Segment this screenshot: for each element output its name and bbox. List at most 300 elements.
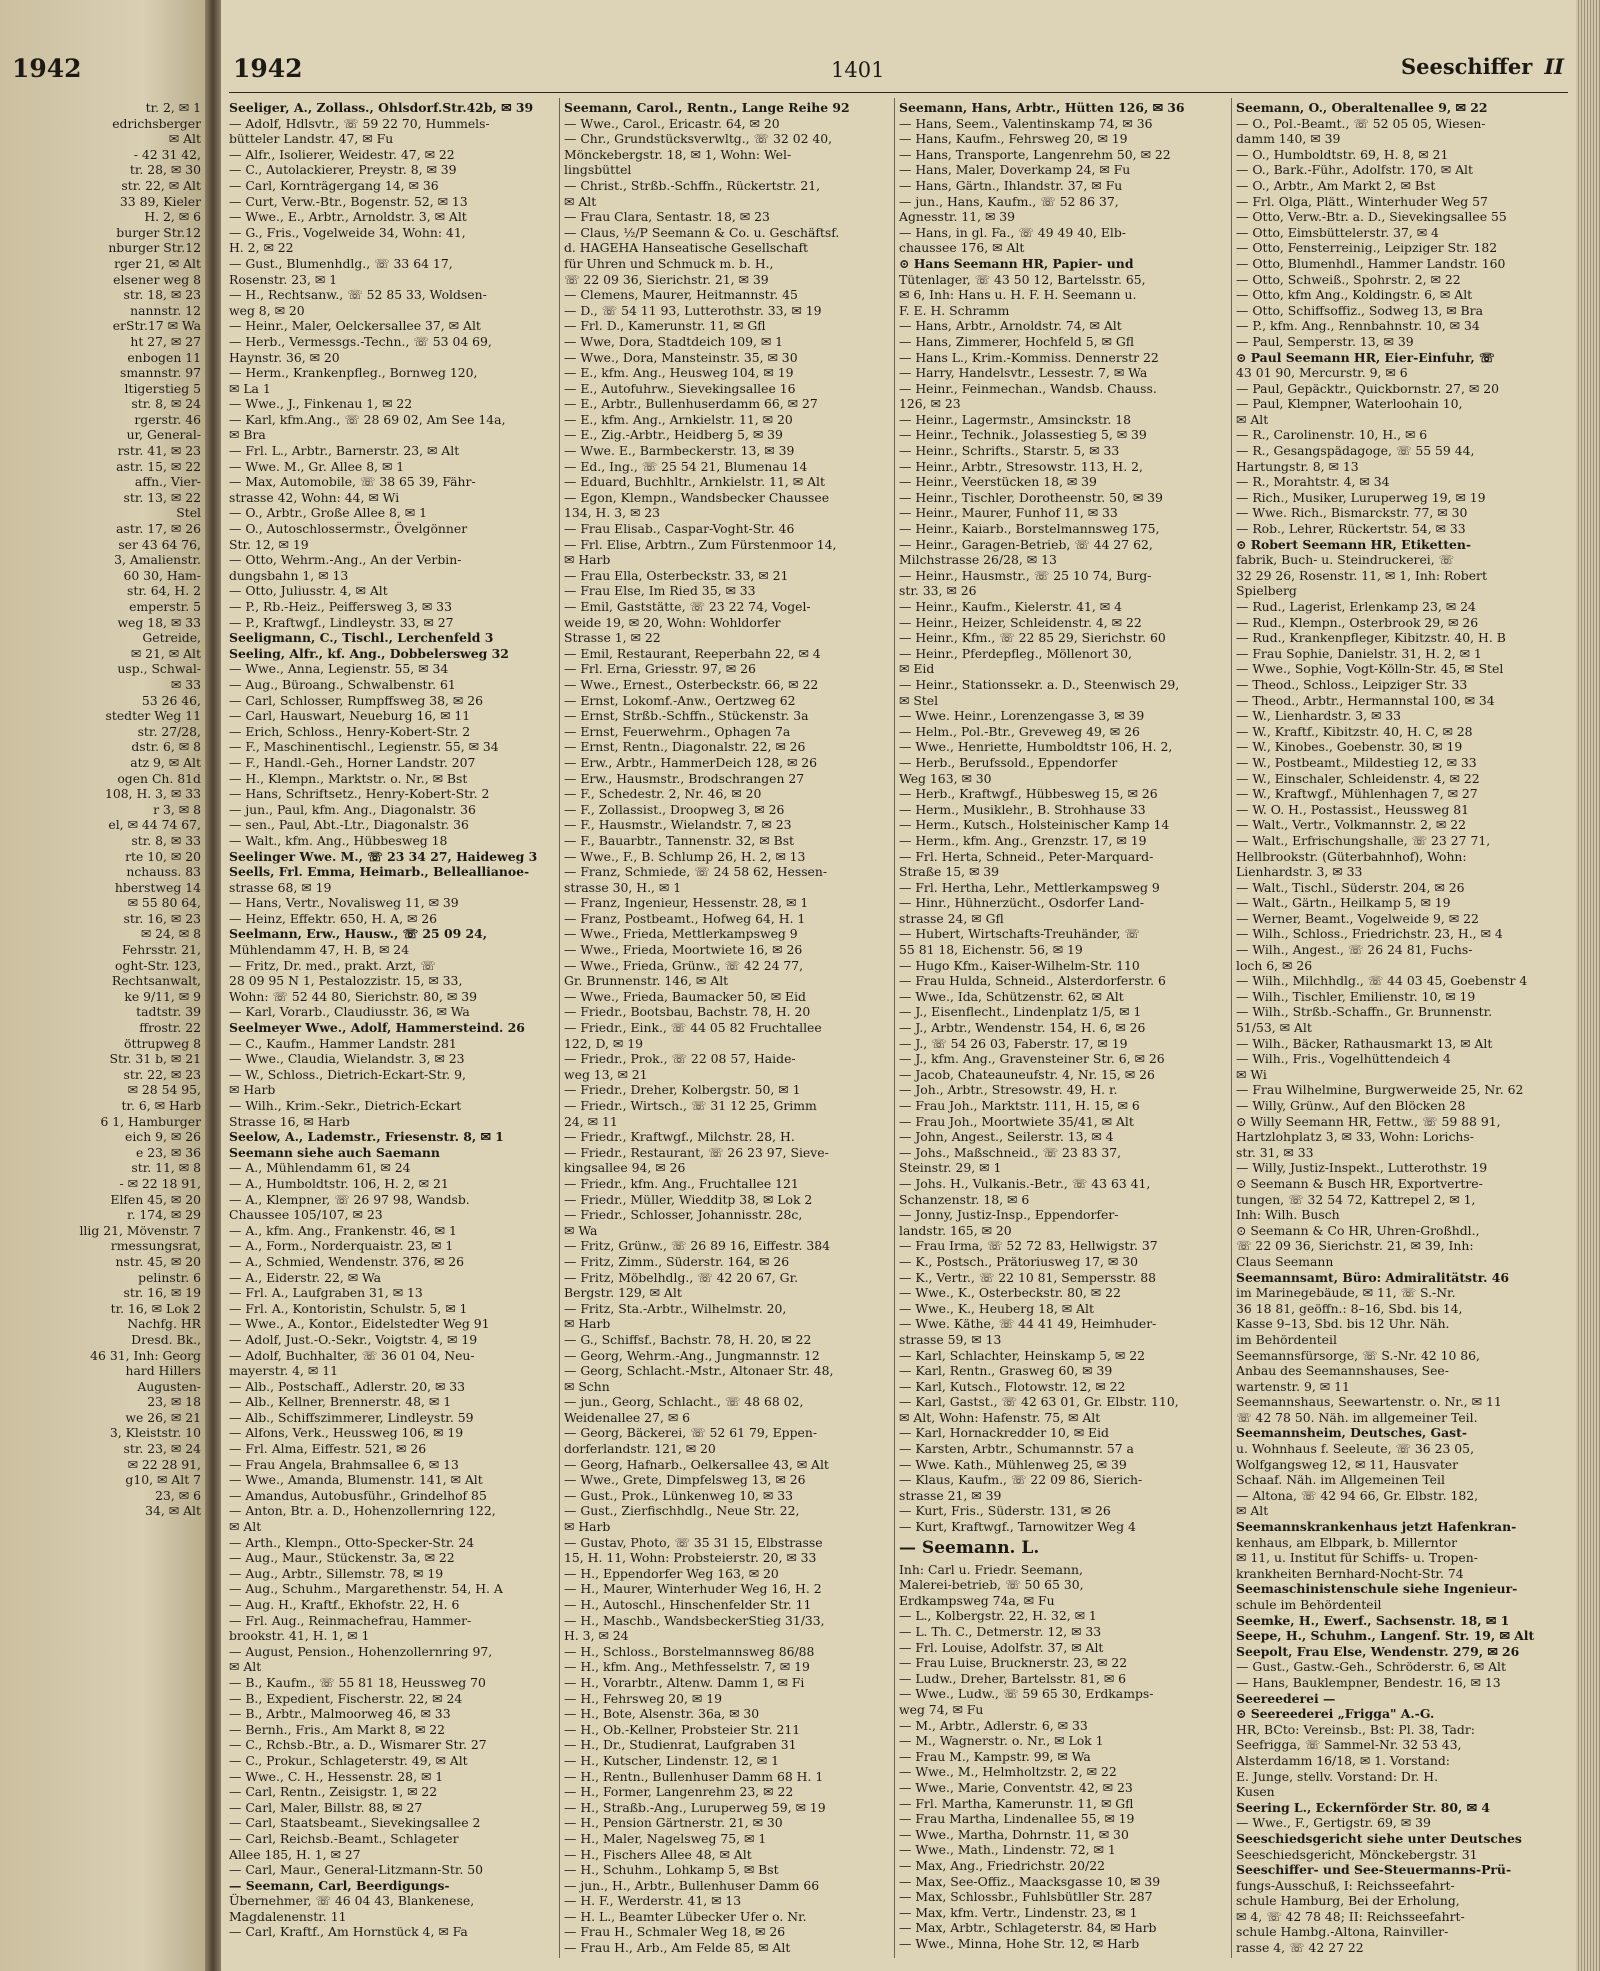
left-page-fragment: 33 89, Kieler: [119, 193, 201, 209]
directory-entry: — Alfons, Verk., Heussweg 106, ✉ 19: [229, 1425, 464, 1441]
directory-entry: — Rud., Lagerist, Erlenkamp 23, ✉ 24: [1236, 599, 1476, 614]
directory-entry: — Aug., Arbtr., Sillemstr. 78, ✉ 19: [229, 1565, 444, 1581]
directory-entry: — Friedr., Dreher, Kolbergstr. 50, ✉ 1: [564, 1082, 801, 1098]
directory-entry: — H., Maschb., WandsbeckerStieg 31/33,: [564, 1612, 825, 1628]
directory-entry: — A., Eiderstr. 22, ✉ Wa: [229, 1269, 382, 1285]
directory-entry: — Franz, Schmiede, ☏ 24 58 62, Hessen-: [564, 864, 828, 880]
directory-entry: — Hans, Transporte, Langenrehm 50, ✉ 22: [899, 146, 1171, 162]
directory-entry: — Hinr., Hühnerzücht., Osdorfer Land-: [899, 895, 1145, 911]
directory-entry: — Georg, Bäckerei, ☏ 52 61 79, Eppen-: [564, 1425, 818, 1441]
directory-entry: Alsterdamm 16/18, ✉ 1. Vorstand:: [1236, 1752, 1450, 1768]
directory-entry: Schaaf. Näh. im Allgemeinen Teil: [1236, 1472, 1445, 1488]
directory-entry: — Aug., Büroang., Schwalbenstr. 61: [229, 676, 456, 692]
directory-entry: Haynstr. 36, ✉ 20: [229, 349, 340, 365]
directory-entry: — jun., Paul, kfm. Ang., Diagonalstr. 36: [229, 801, 476, 817]
directory-entry: — Clemens, Maurer, Heitmannstr. 45: [564, 287, 798, 303]
directory-entry: Seemannsheim, Deutsches, Gast-: [1236, 1425, 1468, 1441]
directory-entry: — Max, Arbtr., Schlageterstr. 84, ✉ Harb: [899, 1920, 1157, 1936]
directory-entry: — H., Autoschl., Hinschenfelder Str. 11: [564, 1597, 812, 1612]
directory-entry: — W., Postbeamt., Mildestieg 12, ✉ 33: [1236, 754, 1477, 770]
directory-entry: — Ed., Ing., ☏ 25 54 21, Blumenau 14: [564, 458, 808, 474]
directory-entry: ✉ Alt: [229, 1519, 262, 1535]
directory-entry: — Frau Clara, Sentastr. 18, ✉ 23: [564, 209, 770, 225]
directory-entry: wartenstr. 9, ✉ 11: [1236, 1378, 1350, 1394]
left-page-fragment: 3, Amalienstr.: [114, 552, 201, 568]
directory-entry: — Joh., Arbtr., Stresowstr. 49, H. r.: [899, 1082, 1118, 1098]
left-page-fragment: e 23, ✉ 36: [135, 1144, 201, 1160]
directory-entry: ✉ Harb: [564, 552, 611, 568]
left-page-fragment: eich 9, ✉ 26: [124, 1129, 201, 1145]
directory-entry: — Frl. L., Arbtr., Barnerstr. 23, ✉ Alt: [229, 443, 460, 459]
directory-entry: Milchstrasse 26/28, ✉ 13: [899, 552, 1057, 568]
left-page-fragment: 23, ✉ 6: [155, 1487, 201, 1503]
left-page-fragment: 46 31, Inh: Georg: [90, 1347, 201, 1363]
left-page-fragment: 53 26 46,: [141, 692, 201, 708]
directory-entry: H. 2, ✉ 22: [229, 240, 294, 256]
directory-entry: — Wwe. Heinr., Lorenzengasse 3, ✉ 39: [899, 708, 1145, 724]
directory-entry: — Otto, kfm Ang., Koldingstr. 6, ✉ Alt: [1236, 287, 1473, 303]
directory-entry: loch 6, ✉ 26: [1236, 957, 1313, 973]
directory-entry: — Fritz, Möbelhdlg., ☏ 42 20 67, Gr.: [564, 1269, 799, 1285]
directory-entry: — Frl. Hertha, Lehr., Mettlerkampsweg 9: [899, 879, 1160, 895]
directory-entry: — W., Lienhardstr. 3, ✉ 33: [1236, 708, 1402, 724]
left-page-fragment: 6 1, Hamburger: [100, 1113, 201, 1129]
running-head-title: Seeschiffer: [1400, 54, 1533, 79]
directory-entry: Hellbrookstr. (Güterbahnhof), Wohn:: [1236, 848, 1467, 864]
directory-entry: — C., Prokur., Schlageterstr. 49, ✉ Alt: [229, 1752, 468, 1768]
directory-entry: — H., Maurer, Winterhuder Weg 16, H. 2: [564, 1581, 822, 1597]
directory-entry: — Otto, Schiffsoffiz., Sodweg 13, ✉ Bra: [1236, 302, 1483, 318]
directory-entry: — H., Bote, Alsenstr. 36a, ✉ 30: [564, 1706, 760, 1722]
left-page-fragment: ✉ 33: [170, 676, 201, 692]
directory-entry: — A., Mühlendamm 61, ✉ 24: [229, 1160, 411, 1176]
directory-entry: — Frl. D., Kamerunstr. 11, ✉ Gfl: [564, 318, 766, 334]
directory-entry: — Emil, Gaststätte, ☏ 23 22 74, Vogel-: [564, 599, 811, 614]
directory-entry: — H., Ob.-Kellner, Probsteier Str. 211: [564, 1721, 801, 1737]
left-page-fragment: str. 8, ✉ 33: [131, 832, 201, 848]
directory-entry: — Aug., Schuhm., Margarethenstr. 54, H. A: [229, 1581, 503, 1597]
directory-entry: Seells, Frl. Emma, Heimarb., Belleallianoe-: [229, 864, 530, 880]
directory-entry: — W., Kraftwgf., Mühlenhagen 7, ✉ 27: [1236, 786, 1478, 802]
directory-entry: ✉ 11, u. Institut für Schiffs- u. Tropen-: [1236, 1550, 1478, 1566]
left-page-fragment: 108, H. 3, ✉ 33: [104, 786, 201, 802]
directory-entry: — Frl. Herta, Schneid., Peter-Marquard-: [899, 848, 1154, 864]
directory-entry: ✉ Bra: [229, 427, 266, 443]
directory-entry: Steinstr. 29, ✉ 1: [899, 1160, 1002, 1176]
directory-entry: 32 29 26, Rosenstr. 11, ✉ 1, Inh: Robert: [1236, 567, 1487, 583]
directory-entry: — R., Carolinenstr. 10, H., ✉ 6: [1236, 427, 1428, 443]
directory-entry: — Wwe., Martha, Dohrnstr. 11, ✉ 30: [899, 1826, 1129, 1842]
directory-entry: — Herm., Musiklehr., B. Strohhause 33: [899, 801, 1146, 817]
directory-entry: landstr. 165, ✉ 20: [899, 1222, 1012, 1238]
left-page-fragment: öttrupweg 8: [124, 1035, 201, 1051]
directory-entry: Seemannskrankenhaus jetzt Hafenkran-: [1236, 1519, 1517, 1535]
directory-entry: — A., Form., Norderquaistr. 23, ✉ 1: [229, 1238, 454, 1254]
directory-entry: — M., Arbtr., Adlerstr. 6, ✉ 33: [899, 1717, 1088, 1733]
left-page-fragment: r. 174, ✉ 29: [126, 1207, 201, 1223]
directory-entry: Seemann, O., Oberaltenallee 9, ✉ 22: [1236, 100, 1488, 115]
column-1: [229, 100, 555, 1960]
directory-entry: ⊙ Willy Seemann HR, Fettw., ☏ 59 88 91,: [1236, 1113, 1501, 1129]
directory-entry: — Aug. H., Kraftf., Ekhofstr. 22, H. 6: [229, 1597, 460, 1612]
directory-entry: — M., Wagnerstr. o. Nr., ✉ Lok 1: [899, 1733, 1104, 1749]
left-page-fragment: Elfen 45, ✉ 20: [110, 1191, 201, 1207]
directory-entry: Seering L., Eckernförder Str. 80, ✉ 4: [1236, 1799, 1490, 1815]
directory-entry: — Frl. Louise, Adolfstr. 37, ✉ Alt: [899, 1639, 1104, 1655]
directory-entry: — Wwe., Amanda, Blumenstr. 141, ✉ Alt: [229, 1472, 483, 1488]
directory-entry: — Altona, ☏ 42 94 66, Gr. Elbstr. 182,: [1236, 1487, 1479, 1503]
directory-entry: — Seemann, Carl, Beerdigungs-: [229, 1877, 450, 1893]
directory-entry: Rosenstr. 23, ✉ 1: [229, 271, 338, 287]
directory-entry: schule im Behördenteil: [1236, 1597, 1382, 1612]
directory-entry: — sen., Paul, Abt.-Ltr., Diagonalstr. 36: [229, 817, 469, 833]
directory-entry: — Herm., Kutsch., Holsteinischer Kamp 14: [899, 817, 1170, 833]
directory-entry: — Gust., Blumenhdlg., ☏ 33 64 17,: [229, 255, 453, 271]
left-page-fragment: str. 16, ✉ 23: [123, 910, 201, 926]
directory-entry: — Heinr., Kfm., ☏ 22 85 29, Sierichstr. 60: [899, 630, 1166, 646]
directory-entry: — Walt., Erfrischungshalle, ☏ 23 27 71,: [1236, 832, 1491, 848]
directory-entry: — Frau Elisab., Caspar-Voght-Str. 46: [564, 521, 795, 537]
directory-entry: — August, Pension., Hohenzollernring 97,: [229, 1643, 493, 1659]
directory-entry: — Aug., Maur., Stückenstr. 3a, ✉ 22: [229, 1550, 455, 1566]
directory-entry: ⊙ Seemann & Busch HR, Exportvertre-: [1236, 1175, 1483, 1191]
directory-entry: — Erich, Schloss., Henry-Kobert-Str. 2: [229, 723, 471, 739]
left-page-fragment: ke 9/11, ✉ 9: [124, 988, 201, 1004]
directory-entry: — C., Kaufm., Hammer Landstr. 281: [229, 1035, 457, 1051]
directory-entry: — Heinr., Maurer, Funhof 11, ✉ 33: [899, 505, 1118, 521]
directory-entry: fabrik, Buch- u. Steindruckerei, ☏: [1236, 552, 1455, 568]
directory-entry: — Hubert, Wirtschafts-Treuhänder, ☏: [899, 926, 1140, 942]
directory-entry: — L. Th. C., Detmerstr. 12, ✉ 33: [899, 1624, 1102, 1639]
directory-entry: — Heinr., Heizer, Schleidenstr. 4, ✉ 22: [899, 614, 1142, 630]
directory-entry: — Seemann. L.: [899, 1537, 1040, 1558]
left-page-year: 1942: [12, 54, 82, 83]
directory-entry: — Karl, Gastst., ☏ 42 63 01, Gr. Elbstr. 110,: [899, 1394, 1179, 1410]
left-page-fragment: nannstr. 12: [130, 302, 201, 318]
directory-entry: — Frau Joh., Marktstr. 111, H. 15, ✉ 6: [899, 1098, 1140, 1113]
directory-entry: Weg 163, ✉ 30: [899, 770, 992, 786]
directory-entry: — F., Schedestr. 2, Nr. 46, ✉ 20: [564, 786, 762, 802]
directory-entry: — Wwe. M., Gr. Allee 8, ✉ 1: [229, 458, 405, 474]
directory-entry: — Hans, Maler, Doverkamp 24, ✉ Fu: [899, 162, 1131, 178]
left-page-fragment: dstr. 6, ✉ 8: [131, 739, 201, 755]
left-page-fragment: Dresd. Bk.,: [131, 1331, 201, 1347]
directory-entry: Allee 185, H. 1, ✉ 27: [229, 1846, 361, 1862]
page-number: 1401: [831, 58, 885, 82]
directory-entry: Seemann, Carol., Rentn., Lange Reihe 92: [564, 100, 850, 115]
directory-entry: — H., kfm. Ang., Methfesselstr. 7, ✉ 19: [564, 1659, 810, 1675]
directory-entry: — Wwe., Frieda, Moortwiete 16, ✉ 26: [564, 942, 803, 958]
directory-entry: — Kurt, Kraftwgf., Tarnowitzer Weg 4: [899, 1519, 1136, 1535]
directory-entry: Hartungstr. 8, ✉ 13: [1236, 458, 1359, 474]
directory-entry: — Wwe. Käthe, ☏ 44 41 49, Heimhuder-: [899, 1316, 1157, 1332]
directory-entry: — P., Rb.-Heiz., Peiffersweg 3, ✉ 33: [229, 599, 452, 614]
left-page-fragment: ltigerstieg 5: [124, 380, 201, 396]
directory-entry: — Otto, Eimsbüttelerstr. 37, ✉ 4: [1236, 224, 1439, 240]
directory-entry: — H., Vorarbtr., Altenw. Damm 1, ✉ Fi: [564, 1674, 805, 1690]
directory-entry: — jun., Georg, Schlacht., ☏ 48 68 02,: [564, 1394, 804, 1410]
directory-entry: Kasse 9–13, Sbd. bis 12 Uhr. Näh.: [1236, 1316, 1450, 1332]
left-page-fragment: affn., Vier-: [134, 474, 201, 490]
directory-entry: — Harry, Handelsvtr., Lessestr. 7, ✉ Wa: [899, 365, 1148, 381]
directory-entry: — Wilh., Strßb.-Schaffn., Gr. Brunnenstr.: [1236, 1004, 1493, 1020]
left-page-fragment: llig 21, Mövenstr. 7: [79, 1222, 201, 1238]
left-page-fragment: el, ✉ 44 74 67,: [108, 817, 201, 833]
directory-entry: Spielberg: [1236, 583, 1297, 599]
directory-entry: str. 31, ✉ 33: [1236, 1144, 1314, 1160]
directory-entry: — Theod., Schloss., Leipziger Str. 33: [1236, 676, 1468, 692]
column-divider: [1231, 98, 1232, 1958]
header-rule: [229, 92, 1568, 93]
directory-entry: — Rich., Musiker, Luruperweg 19, ✉ 19: [1236, 489, 1486, 505]
directory-entry: ✉ 4, ☏ 42 78 48; II: Reichsseefahrt-: [1236, 1908, 1465, 1924]
directory-entry: 36 18 81, geöffn.: 8–16, Sbd. bis 14,: [1236, 1300, 1463, 1316]
directory-entry: — A., Schmied, Wendenstr. 376, ✉ 26: [229, 1253, 465, 1269]
directory-entry: — Willy, Justiz-Inspekt., Lutterothstr. 19: [1236, 1160, 1488, 1176]
directory-entry: — Wwe., Dora, Mansteinstr. 35, ✉ 30: [564, 349, 798, 365]
directory-entry: — F., Maschinentischl., Legienstr. 55, ✉ 34: [229, 739, 499, 755]
directory-entry: — Hans, Arbtr., Arnoldstr. 74, ✉ Alt: [899, 318, 1122, 334]
directory-entry: 43 01 90, Mercurstr. 9, ✉ 6: [1236, 365, 1408, 381]
directory-entry: chaussee 176, ✉ Alt: [899, 240, 1025, 256]
directory-entry: ✉ Harb: [229, 1082, 276, 1098]
directory-entry: tungen, ☏ 32 54 72, Kattrepel 2, ✉ 1,: [1236, 1191, 1476, 1207]
directory-entry: — Erw., Hausmstr., Brodschrangen 27: [564, 770, 805, 786]
directory-entry: — Wwe., F., Gertigstr. 69, ✉ 39: [1236, 1815, 1431, 1831]
directory-entry: im Marinegebäude, ✉ 11, ☏ S.-Nr.: [1236, 1285, 1456, 1301]
directory-entry: — Egon, Klempn., Wandsbecker Chaussee: [564, 489, 830, 505]
directory-entry: kingsallee 94, ✉ 26: [564, 1160, 686, 1176]
directory-entry: — Karl, Vorarb., Claudiusstr. 36, ✉ Wa: [229, 1004, 470, 1020]
directory-entry: — Friedr., Prok., ☏ 22 08 57, Haide-: [564, 1051, 796, 1067]
directory-entry: — J., ☏ 54 26 03, Faberstr. 17, ✉ 19: [899, 1035, 1128, 1051]
directory-entry: ✉ Wa: [564, 1222, 598, 1238]
directory-entry: — Frl. Aug., Reinmachefrau, Hammer-: [229, 1612, 472, 1628]
directory-entry: — Georg, Hafnarb., Oelkersallee 43, ✉ Alt: [564, 1456, 829, 1472]
left-page-fragment: edrichsberger: [112, 115, 201, 131]
left-page-fragment: elsener weg 8: [113, 271, 201, 287]
directory-entry: Seereederei —: [1236, 1690, 1336, 1706]
directory-entry: strasse 59, ✉ 13: [899, 1331, 1002, 1347]
left-page-fragment: smannstr. 97: [120, 365, 201, 381]
directory-entry: — O., Bark.-Führ., Adolfstr. 170, ✉ Alt: [1236, 162, 1473, 178]
directory-entry: — F., Hausmstr., Wielandstr. 7, ✉ 23: [564, 817, 792, 833]
directory-entry: — Otto, Wehrm.-Ang., An der Verbin-: [229, 552, 462, 568]
directory-entry: — Frau Ella, Osterbeckstr. 33, ✉ 21: [564, 567, 789, 583]
left-page-fragment: nburger Str.12: [108, 240, 201, 256]
directory-entry: — Wilh., Krim.-Sekr., Dietrich-Eckart: [229, 1098, 462, 1113]
directory-entry: — Hans, in gl. Fa., ☏ 49 49 40, Elb-: [899, 224, 1126, 240]
directory-entry: — Gust., Prok., Lünkenweg 10, ✉ 33: [564, 1487, 793, 1503]
directory-entry: — Carl, Rentn., Zeisigstr. 1, ✉ 22: [229, 1784, 438, 1800]
directory-entry: — Karsten, Arbtr., Schumannstr. 57 a: [899, 1441, 1134, 1457]
directory-entry: — Wilh., Tischler, Emilienstr. 10, ✉ 19: [1236, 988, 1476, 1004]
left-page-fragment: tr. 28, ✉ 30: [129, 162, 201, 178]
directory-entry: 51/53, ✉ Alt: [1236, 1020, 1312, 1036]
directory-entry: — F., Bauarbtr., Tannenstr. 32, ✉ Bst: [564, 832, 795, 848]
directory-entry: Seemannsamt, Büro: Admiralitätstr. 46: [1236, 1269, 1509, 1285]
directory-entry: — Frau Martha, Lindenallee 55, ✉ 19: [899, 1811, 1135, 1827]
directory-entry: — P., Kraftwgf., Lindleystr. 33, ✉ 27: [229, 614, 454, 630]
directory-entry: — E., Autofuhrw., Sievekingsallee 16: [564, 380, 796, 396]
left-page-fragment: str. 18, ✉ 23: [123, 287, 201, 303]
directory-entry: — Frau Wilhelmine, Burgwerweide 25, Nr. 62: [1236, 1082, 1524, 1098]
directory-entry: Erdkampsweg 74a, ✉ Fu: [899, 1592, 1055, 1608]
left-page-fragment: g10, ✉ Alt 7: [125, 1472, 201, 1488]
directory-entry: schule Hamburg, Bei der Erholung,: [1236, 1893, 1460, 1909]
directory-entry: — Hans, Vertr., Novalisweg 11, ✉ 39: [229, 895, 459, 911]
left-page-fragment: burger Str.12: [116, 224, 201, 240]
directory-entry: Seelinger Wwe. M., ☏ 23 34 27, Haideweg 3: [229, 848, 538, 864]
directory-entry: — Ernst, Strßb.-Schffn., Stückenstr. 3a: [564, 708, 809, 724]
directory-entry: — Frl. Erna, Griesstr. 97, ✉ 26: [564, 661, 756, 677]
directory-entry: — Wwe., Claudia, Wielandstr. 3, ✉ 23: [229, 1051, 465, 1067]
directory-entry: — C., Autolackierer, Preystr. 8, ✉ 39: [229, 162, 457, 178]
running-head-section: II: [1544, 54, 1564, 79]
directory-entry: ✉ Schn: [564, 1378, 610, 1394]
directory-entry: ✉ Wi: [1236, 1066, 1267, 1082]
directory-entry: Gr. Brunnenstr. 146, ✉ Alt: [564, 973, 729, 989]
directory-entry: — Carl, Maler, Billstr. 88, ✉ 27: [229, 1799, 423, 1815]
directory-entry: — Heinr., Tischler, Dorotheenstr. 50, ✉ 39: [899, 489, 1163, 505]
directory-entry: Schanzenstr. 18, ✉ 6: [899, 1191, 1030, 1207]
directory-entry: — Heinr., Kaiarb., Borstelmannsweg 175,: [899, 521, 1160, 537]
directory-entry: strasse 21, ✉ 39: [899, 1487, 1002, 1503]
left-page-fragment: - 42 31 42,: [133, 146, 201, 162]
left-page-fragment: H. 2, ✉ 6: [144, 209, 201, 225]
directory-entry: — Ernst, Feuerwehrm., Ophagen 7a: [564, 723, 791, 739]
directory-entry: — C., Rchsb.-Btr., a. D., Wismarer Str. 27: [229, 1737, 487, 1753]
directory-entry: — Wwe., Minna, Hohe Str. 12, ✉ Harb: [899, 1935, 1140, 1951]
directory-entry: kenhaus, am Elbpark, b. Millerntor: [1236, 1534, 1458, 1550]
left-page-fragment: Nachfg. HR: [127, 1316, 201, 1332]
directory-entry: — Max, Ang., Friedrichstr. 20/22: [899, 1857, 1105, 1873]
directory-entry: — Karl, Hornackredder 10, ✉ Eid: [899, 1425, 1109, 1441]
directory-entry: ✉ Eid: [899, 661, 935, 677]
left-page-fragment: emperstr. 5: [129, 599, 201, 614]
directory-entry: — Gustav, Photo, ☏ 35 31 15, Elbstrasse: [564, 1534, 823, 1550]
directory-entry: weg 13, ✉ 21: [564, 1066, 648, 1082]
directory-entry: — J., kfm. Ang., Gravensteiner Str. 6, ✉ 26: [899, 1051, 1165, 1067]
directory-entry: — Heinr., Technik., Jolassestieg 5, ✉ 39: [899, 427, 1147, 443]
left-page-fragment: nstr. 45, ✉ 20: [115, 1253, 201, 1269]
directory-entry: — Fritz, Zimm., Süderstr. 164, ✉ 26: [564, 1253, 790, 1269]
left-page-fragment: Fehrsstr. 21,: [122, 942, 201, 958]
directory-entry: — O., Humboldtstr. 69, H. 8, ✉ 21: [1236, 146, 1449, 162]
directory-entry: — Wwe., K., Osterbeckstr. 80, ✉ 22: [899, 1285, 1121, 1301]
directory-entry: 55 81 18, Eichenstr. 56, ✉ 19: [899, 942, 1083, 958]
directory-entry: — Wwe. Kath., Mühlenweg 25, ✉ 39: [899, 1456, 1127, 1472]
directory-entry: Übernehmer, ☏ 46 04 43, Blankenese,: [229, 1893, 475, 1909]
directory-entry: ☏ 42 78 50. Näh. im allgemeiner Teil.: [1236, 1409, 1478, 1425]
directory-entry: — L., Kolbergstr. 22, H. 32, ✉ 1: [899, 1608, 1097, 1624]
directory-entry: — Anton, Btr. a. D., Hohenzollernring 122,: [229, 1503, 496, 1519]
directory-entry: Inh: Wilh. Busch: [1236, 1207, 1340, 1223]
page-year: 1942: [233, 54, 303, 83]
directory-entry: brookstr. 41, H. 1, ✉ 1: [229, 1628, 370, 1644]
directory-entry: ✉ Harb: [564, 1519, 611, 1535]
directory-entry: ⊙ Hans Seemann HR, Papier- und: [899, 255, 1134, 271]
directory-entry: — O., Arbtr., Große Allee 8, ✉ 1: [229, 505, 428, 521]
directory-entry: — Carl, Staatsbeamt., Sievekingsallee 2: [229, 1815, 481, 1831]
directory-entry: ✉ La 1: [229, 380, 271, 396]
directory-entry: — Carl, Hauswart, Neueburg 16, ✉ 11: [229, 708, 471, 724]
directory-entry: — H. F., Werderstr. 41, ✉ 13: [564, 1893, 742, 1909]
column-3: [899, 100, 1227, 1960]
directory-entry: — R., Gesangspädagoge, ☏ 55 59 44,: [1236, 443, 1475, 459]
directory-entry: — Heinr., Arbtr., Stresowstr. 113, H. 2,: [899, 458, 1143, 474]
directory-entry: — D., ☏ 54 11 93, Lutterothstr. 33, ✉ 19: [564, 302, 822, 318]
directory-entry: ⊙ Robert Seemann HR, Etiketten-: [1236, 536, 1472, 552]
directory-entry: Chaussee 105/107, ✉ 23: [229, 1207, 383, 1223]
directory-entry: Seefrigga, ☏ Sammel-Nr. 32 53 43,: [1236, 1737, 1462, 1753]
directory-entry: weg 74, ✉ Fu: [899, 1701, 984, 1717]
directory-entry: Strasse 16, ✉ Harb: [229, 1113, 350, 1129]
directory-entry: — Friedr., Restaurant, ☏ 26 23 97, Sieve-: [564, 1144, 829, 1160]
directory-entry: Agnesstr. 11, ✉ 39: [899, 209, 1016, 225]
directory-entry: — Wwe., K., Heuberg 18, ✉ Alt: [899, 1300, 1094, 1316]
left-page-fragment: we 26, ✉ 21: [125, 1409, 201, 1425]
directory-entry: 24, ✉ 11: [564, 1113, 618, 1129]
left-page-fragment: ✉ 21, ✉ Alt: [130, 645, 201, 661]
directory-entry: bütteler Landstr. 47, ✉ Fu: [229, 131, 394, 147]
directory-entry: — Frau Luise, Brucknerstr. 23, ✉ 22: [899, 1655, 1128, 1671]
directory-entry: Seeliger, A., Zollass., Ohlsdorf.Str.42b, ✉ 39: [229, 100, 534, 115]
left-page-fragment: tr. 2, ✉ 1: [145, 100, 201, 115]
directory-entry: — Wilh., Schloss., Friedrichstr. 23, H., ✉ 4: [1236, 926, 1503, 942]
directory-entry: — Paul, Semperstr. 13, ✉ 39: [1236, 333, 1414, 349]
left-page-fragment: str. 11, ✉ 8: [131, 1160, 201, 1176]
directory-entry: — Herm., kfm. Ang., Grenzstr. 17, ✉ 19: [899, 832, 1147, 848]
directory-entry: — Heinr., Pferdepfleg., Möllenort 30,: [899, 645, 1132, 661]
book-gutter: [205, 0, 221, 1971]
directory-entry: — Wwe. E., Barmbeckerstr. 13, ✉ 39: [564, 443, 795, 459]
directory-entry: — Wwe., E., Arbtr., Arnoldstr. 3, ✉ Alt: [229, 209, 467, 225]
directory-entry: — H., Klempn., Marktstr. o. Nr., ✉ Bst: [229, 770, 468, 786]
directory-entry: — Heinr., Hausmstr., ☏ 25 10 74, Burg-: [899, 567, 1152, 583]
left-page-fragment: str. 22, ✉ 23: [123, 1066, 201, 1082]
directory-entry: — Otto, Blumenhdl., Hammer Landstr. 160: [1236, 255, 1506, 271]
directory-entry: — Kurt, Fris., Süderstr. 131, ✉ 26: [899, 1503, 1111, 1519]
directory-entry: mayerstr. 4, ✉ 11: [229, 1363, 339, 1379]
directory-entry: — K., Vertr., ☏ 22 10 81, Sempersstr. 88: [899, 1269, 1156, 1285]
directory-entry: — W. O. H., Postassist., Heussweg 81: [1236, 801, 1469, 817]
directory-entry: — Wilh., Angest., ☏ 26 24 81, Fuchs-: [1236, 942, 1473, 958]
directory-entry: — Frau Irma, ☏ 52 72 83, Hellwigstr. 37: [899, 1238, 1158, 1254]
directory-entry: — Carl, Reichsb.-Beamt., Schlageter: [229, 1830, 459, 1846]
directory-entry: — Friedr., Kraftwgf., Milchstr. 28, H.: [564, 1129, 795, 1145]
directory-entry: — E., Zig.-Arbtr., Heidberg 5, ✉ 39: [564, 427, 783, 443]
directory-entry: H. 3, ✉ 24: [564, 1628, 629, 1644]
directory-entry: — Fritz, Dr. med., prakt. Arzt, ☏: [229, 957, 436, 973]
directory-entry: — jun., Hans, Kaufm., ☏ 52 86 37,: [899, 193, 1119, 209]
directory-entry: — Wwe., Sophie, Vogt-Kölln-Str. 45, ✉ Stel: [1236, 661, 1504, 677]
left-page-fragment: ser 43 64 76,: [118, 536, 201, 552]
directory-entry: — Eduard, Buchhltr., Arnkielstr. 11, ✉ Alt: [564, 474, 825, 490]
directory-entry: — B., Kaufm., ☏ 55 81 18, Heussweg 70: [229, 1674, 486, 1690]
directory-entry: — Wilh., Milchhdlg., ☏ 44 03 45, Goebenstr 4: [1236, 973, 1528, 989]
directory-entry: — R., Morahtstr. 4, ✉ 34: [1236, 474, 1390, 490]
directory-entry: Claus Seemann: [1236, 1253, 1334, 1269]
directory-entry: Seemann siehe auch Saemann: [229, 1144, 440, 1160]
directory-entry: — Heinr., Feinmechan., Wandsb. Chauss.: [899, 380, 1157, 396]
directory-entry: Str. 12, ✉ 19: [229, 536, 309, 552]
directory-entry: damm 140, ✉ 39: [1236, 131, 1341, 147]
directory-entry: 122, D, ✉ 19: [564, 1035, 643, 1051]
directory-entry: — H., Dr., Studienrat, Laufgraben 31: [564, 1737, 797, 1753]
left-page-fragment: tr. 16, ✉ Lok 2: [110, 1300, 201, 1316]
left-page-fragment: ✉ Alt: [168, 131, 201, 147]
